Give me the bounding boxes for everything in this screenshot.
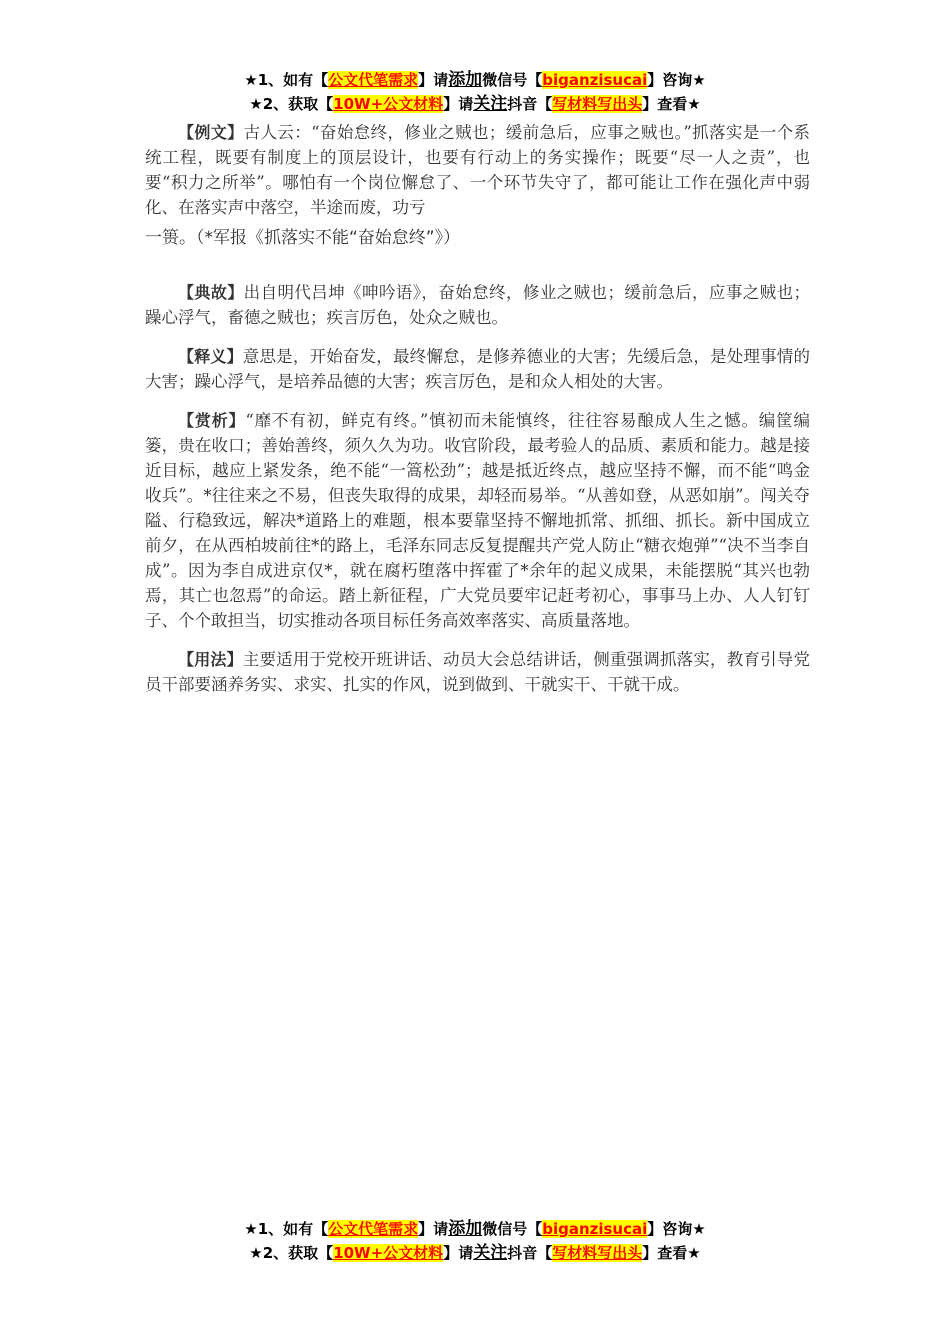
highlight-materials: 10W+公文材料 <box>333 1244 444 1262</box>
banner-line-2 <box>0 92 950 116</box>
paragraph-usage <box>145 647 810 697</box>
banner-text: 抖音【 <box>507 1244 553 1262</box>
highlight-service: 公文代笔需求 <box>328 71 419 89</box>
tag-appreciation: 【赏析】 <box>178 411 246 430</box>
document-body <box>145 120 810 711</box>
example-source: 一篑。（*军报《抓落实不能“奋始怠终”》） <box>145 228 461 248</box>
paragraph-meaning <box>145 344 810 394</box>
tag-meaning: 【释义】 <box>178 347 243 366</box>
highlight-service: 公文代笔需求 <box>328 1220 419 1238</box>
highlight-wechat-id: biganzisucai <box>542 71 648 89</box>
emphasis-follow: 关注 <box>473 94 508 114</box>
tag-allusion: 【典故】 <box>178 283 244 302</box>
highlight-wechat-id: biganzisucai <box>542 1220 648 1238</box>
tag-example: 【例文】 <box>178 123 244 142</box>
tag-usage: 【用法】 <box>178 650 243 669</box>
highlight-douyin: 写材料写出头 <box>552 1244 643 1262</box>
emphasis-add: 添加 <box>448 1219 483 1239</box>
banner-text: ★1、如有【 <box>244 1220 329 1238</box>
banner-line-2 <box>0 1241 950 1265</box>
banner-text: 】咨询★ <box>647 71 706 89</box>
paragraph-appreciation <box>145 408 810 633</box>
banner-text: 】咨询★ <box>647 1220 706 1238</box>
banner-text: 】请 <box>443 1244 474 1262</box>
banner-line-1 <box>0 1217 950 1241</box>
footer-banner <box>0 1217 950 1265</box>
banner-text: 】请 <box>418 71 449 89</box>
banner-text: 】查看★ <box>642 1244 701 1262</box>
example-text: 古人云：“奋始怠终，修业之贼也；缓前急后，应事之贼也。”抓落实是一个系统工程，既要有制度上的顶层设计，也要有行动上的务实操作；既要“尽一人之责”，也要“积力之所举”。哪怕有一个岗位懈怠了、一个环节失守了，都可能让工作在强化声中弱化、在落实声中落空，半途而废，功亏 <box>145 123 810 217</box>
banner-text: 微信号【 <box>482 1220 543 1238</box>
meaning-text: 意思是，开始奋发，最终懈怠，是修养德业的大害；先缓后急，是处理事情的大害；躁心浮气，是培养品德的大害；疾言厉色，是和众人相处的大害。 <box>145 347 810 391</box>
banner-text: 抖音【 <box>507 95 553 113</box>
banner-text: 】查看★ <box>642 95 701 113</box>
banner-text: ★2、获取【 <box>249 1244 334 1262</box>
emphasis-follow: 关注 <box>473 1243 508 1263</box>
paragraph-example <box>145 120 810 220</box>
banner-text: 】请 <box>443 95 474 113</box>
appreciation-text: “靡不有初，鲜克有终。”慎初而未能慎终，往往容易酿成人生之憾。编筐编篓，贵在收口；善始善终，须久久为功。收官阶段，最考验人的品质、素质和能力。越是接近目标，越应上紧发条，绝不能“一篙松劲”；越是抵近终点，越应坚持不懈，而不能“鸣金收兵”。*往往来之不易，但丧失取得的成果，却轻而易举。“从善如登，从恶如崩”。闯关夺隘、行稳致远，解决*道路上的难题，根本要靠坚持不懈地抓常、抓细、抓长。新中国成立前夕，在从西柏坡前往*的路上，毛泽东同志反复提醒共产党人防止“糖衣炮弹”“决不当李自成”。因为李自成进京仅*，就在腐朽堕落中挥霍了*余年的起义成果，未能摆脱“其兴也勃焉，其亡也忽焉”的命运。踏上新征程，广大党员要牢记赶考初心，事事马上办、人人钉钉子、个个敢担当，切实推动各项目标任务高效率落实、高质量落地。 <box>145 411 810 630</box>
highlight-douyin: 写材料写出头 <box>552 95 643 113</box>
banner-text: 】请 <box>418 1220 449 1238</box>
allusion-text: 出自明代吕坤《呻吟语》，奋始怠终，修业之贼也；缓前急后，应事之贼也；躁心浮气，畜德之贼也；疾言厉色，处众之贼也。 <box>145 283 810 327</box>
banner-text: 微信号【 <box>482 71 543 89</box>
banner-text: ★1、如有【 <box>244 71 329 89</box>
usage-text: 主要适用于党校开班讲话、动员大会总结讲话，侧重强调抓落实，教育引导党员干部要涵养务实、求实、扎实的作风，说到做到、干就实干、干就干成。 <box>145 650 810 694</box>
highlight-materials: 10W+公文材料 <box>333 95 444 113</box>
paragraph-allusion <box>145 280 810 330</box>
banner-text: ★2、获取【 <box>249 95 334 113</box>
banner-line-1 <box>0 68 950 92</box>
emphasis-add: 添加 <box>448 70 483 90</box>
header-banner <box>0 68 950 116</box>
